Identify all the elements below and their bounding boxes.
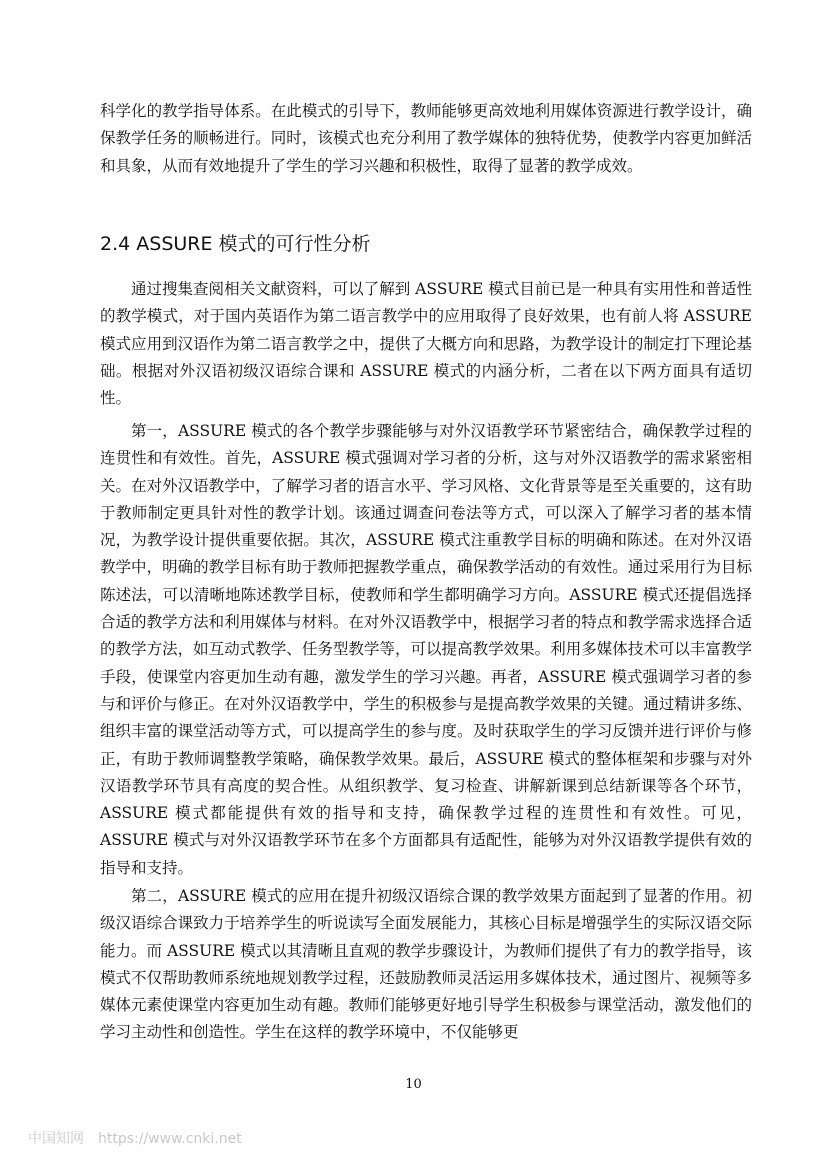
body-paragraph: 第二，ASSURE 模式的应用在提升初级汉语综合课的教学效果方面起到了显著的作用。初级汉语综合课致力于培养学生的听说读写全面发展能力，其核心目标是增强学生的实际汉语交际能力。而 ASSURE 模式以其清晰且直观的教学步骤设计，为教师们提供了有力的教学指导，该模式不仅帮助教师系统地规划教学过程，还鼓励教师灵活运用多媒体技术，通过图片、视频等多媒体元素使课堂内容更加生动有趣。教师们能够更好地引导学生积极参与课堂活动，激发他们的学习主动性和创造性。学生在这样的教学环境中，不仅能够更 (100, 887, 752, 1042)
cnki-watermark (28, 1128, 242, 1148)
page-number: 10 (405, 1077, 422, 1092)
intro-paragraph: 科学化的教学指导体系。在此模式的引导下，教师能够更高效地利用媒体资源进行教学设计，确保教学任务的顺畅进行。同时，该模式也充分利用了教学媒体的独特优势，使教学内容更加鲜活和具象，从而有效地提升了学生的学习兴趣和积极性，取得了显著的教学成效。 (100, 102, 752, 175)
body-paragraph: 第一，ASSURE 模式的各个教学步骤能够与对外汉语教学环节紧密结合，确保教学过程的连贯性和有效性。首先，ASSURE 模式强调对学习者的分析，这与对外汉语教学的需求紧密相关。在对外汉语教学中，了解学习者的语言水平、学习风格、文化背景等是至关重要的，这有助于教师制定更具针对性的教学计划。该通过调查问卷法等方式，可以深入了解学习者的基本情况，为教学设计提供重要依据。其次，ASSURE 模式注重教学目标的明确和陈述。在对外汉语教学中，明确的教学目标有助于教师把握教学重点，确保教学活动的有效性。通过采用行为目标陈述法，可以清晰地陈述教学目标，使教师和学生都明确学习方向。ASSURE 模式还提倡选择合适的教学方法和利用媒体与材料。在对外汉语教学中，根据学习者的特点和教学需求选择合适的教学方法，如互动式教学、任务型教学等，可以提高教学效果。利用多媒体技术可以丰富教学手段，使课堂内容更加生动有趣，激发学生的学习兴趣。再者，ASSURE 模式强调学习者的参与和评价与修正。在对外汉语教学中，学生的积极参与是提高教学效果的关键。通过精讲多练、组织丰富的课堂活动等方式，可以提高学生的参与度。及时获取学生的学习反馈并进行评价与修正，有助于教师调整教学策略，确保教学效果。最后，ASSURE 模式的整体框架和步骤与对外汉语教学环节具有高度的契合性。从组织教学、复习检查、讲解新课到总结新课等各个环节，ASSURE 模式都能提供有效的指导和支持，确保教学过程的连贯性和有效性。可见，ASSURE 模式与对外汉语教学环节在多个方面都具有适配性，能够为对外汉语教学提供有效的指导和支持。 (100, 422, 752, 877)
watermark-brand: 中国知网 (28, 1131, 84, 1147)
watermark-url: https://www.cnki.net (98, 1131, 242, 1147)
section-heading: 2.4 ASSURE 模式的可行性分析 (100, 233, 371, 255)
body-paragraph: 通过搜集查阅相关文献资料，可以了解到 ASSURE 模式目前已是一种具有实用性和普适性的教学模式，对于国内英语作为第二语言教学中的应用取得了良好效果，也有前人将 ASSURE 模式应用到汉语作为第二语言教学之中，提供了大概方向和思路，为教学设计的制定打下理论基础。根据对外汉语初级汉语综合课和 ASSURE 模式的内涵分析，二者在以下两方面具有适切性。 (100, 280, 752, 408)
